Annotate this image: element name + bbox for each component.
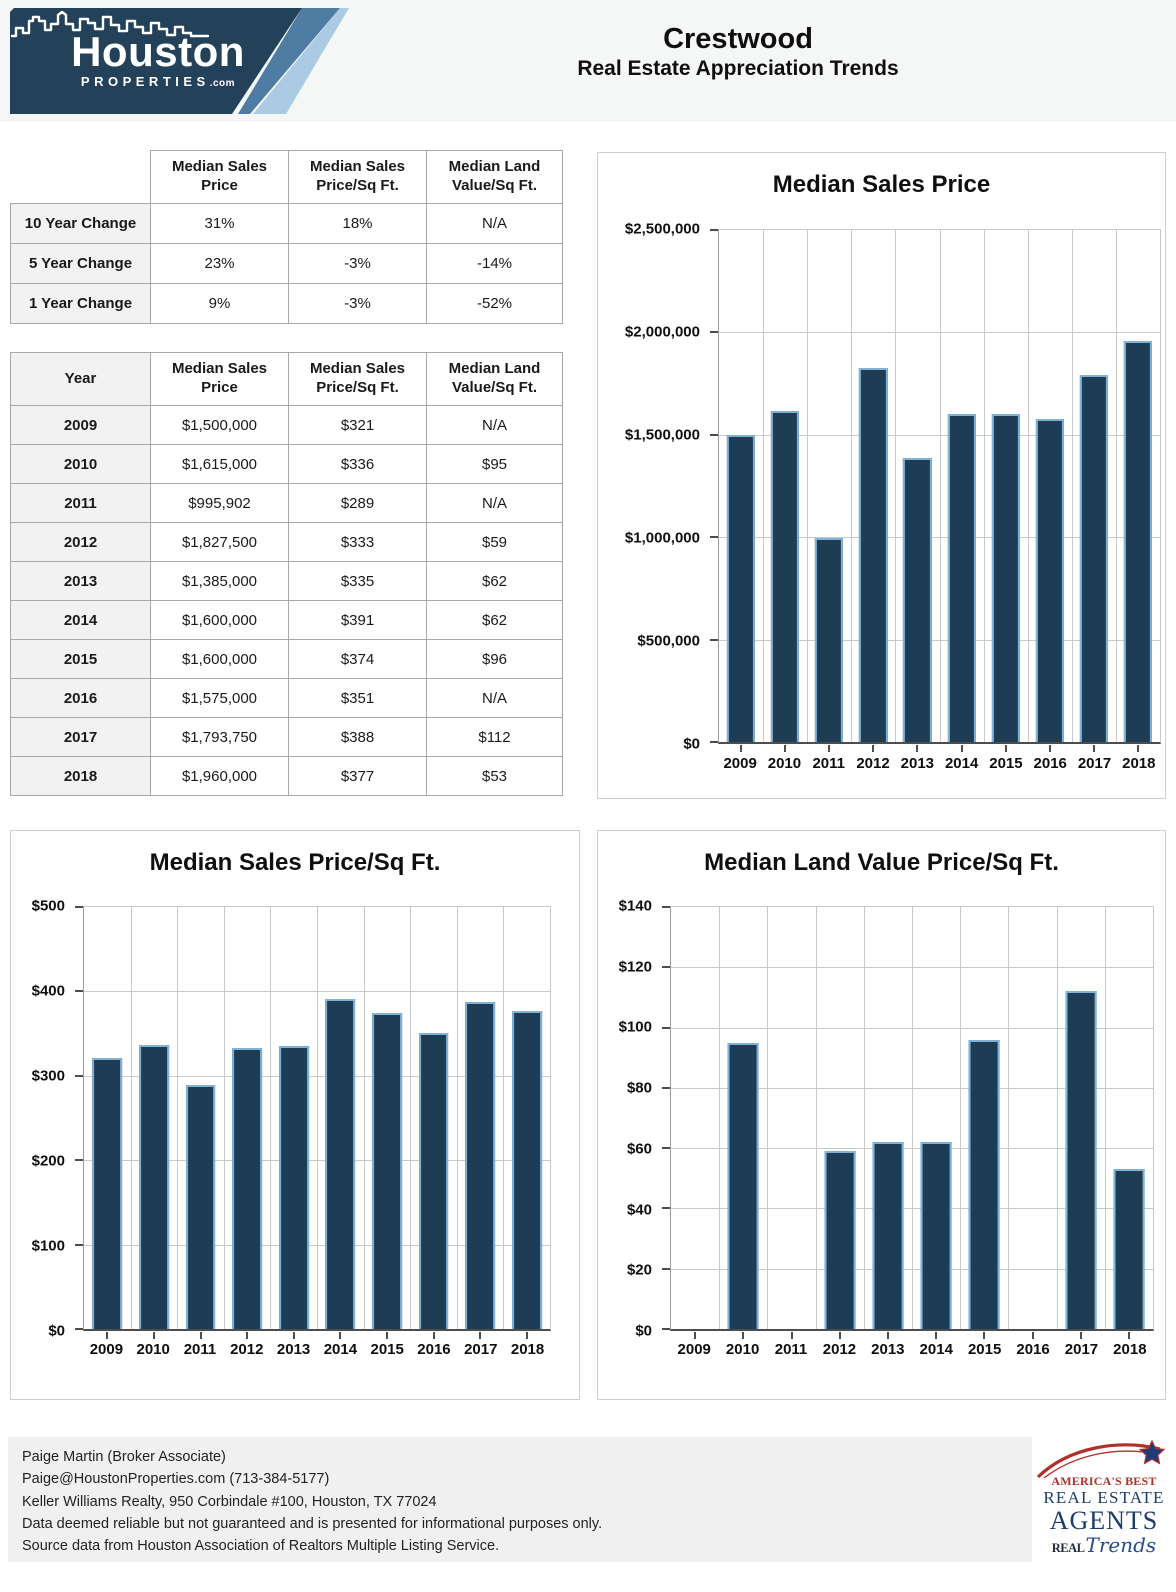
footer-line: Source data from Houston Association of Realtors Multiple Listing Service. xyxy=(22,1538,500,1555)
bar-2013 xyxy=(903,458,931,742)
gridline-vertical xyxy=(1057,907,1058,1329)
table-cell: $391 xyxy=(289,601,427,640)
gridline-vertical xyxy=(719,907,720,1329)
footer-line: Paige Martin (Broker Associate) xyxy=(22,1449,226,1465)
x-tick-mark xyxy=(791,1332,793,1339)
gridline-vertical xyxy=(940,230,941,742)
table-row xyxy=(11,284,563,324)
x-axis-label: 2014 xyxy=(323,1341,358,1358)
y-tick-label: $100 xyxy=(618,1018,652,1036)
x-axis-label: 2011 xyxy=(774,1341,808,1358)
y-axis xyxy=(598,897,658,1340)
gridline-vertical xyxy=(410,907,411,1329)
row-label: 2015 xyxy=(11,640,151,679)
gridline-vertical xyxy=(763,230,764,742)
gridline-vertical xyxy=(807,230,808,742)
y-tick-mark xyxy=(662,1207,670,1209)
table-cell: $112 xyxy=(427,718,563,757)
table-cell: N/A xyxy=(427,204,563,244)
table-cell: $335 xyxy=(289,562,427,601)
y-tick-mark xyxy=(662,1268,670,1270)
y-tick-mark xyxy=(75,990,83,992)
table-cell: $995,902 xyxy=(151,484,289,523)
y-tick-mark xyxy=(710,229,718,231)
bar-2012 xyxy=(824,1151,855,1329)
chart-median-sales-price-sqft xyxy=(10,830,580,1400)
award-trends-word: Trends xyxy=(1085,1532,1157,1557)
row-label: 2009 xyxy=(11,406,151,445)
table-cell: 23% xyxy=(151,244,289,284)
footer-band xyxy=(8,1437,1032,1562)
gridline-vertical xyxy=(503,907,504,1329)
gridline-vertical xyxy=(1028,230,1029,742)
table-head xyxy=(11,353,563,406)
row-label: 10 Year Change xyxy=(11,204,151,244)
table-cell: 18% xyxy=(289,204,427,244)
chart-median-sales-price xyxy=(597,152,1166,799)
page-subtitle: Real Estate Appreciation Trends xyxy=(577,56,899,80)
americas-best-award-logo xyxy=(1032,1437,1176,1562)
y-tick-mark xyxy=(662,906,670,908)
gridline-vertical xyxy=(224,907,225,1329)
bar-2011 xyxy=(186,1085,216,1329)
bar-2017 xyxy=(465,1002,495,1329)
x-axis-label: 2009 xyxy=(89,1341,124,1358)
table-cell: $62 xyxy=(427,562,563,601)
table-cell: 9% xyxy=(151,284,289,324)
column-header: Median Sales Price xyxy=(151,151,289,204)
x-axis-label: 2015 xyxy=(370,1341,404,1358)
bar-2009 xyxy=(92,1058,122,1329)
y-tick-label: $80 xyxy=(626,1079,652,1097)
table-cell: $388 xyxy=(289,718,427,757)
x-tick-mark xyxy=(887,1332,889,1339)
y-tick-mark xyxy=(75,1328,83,1330)
x-tick-mark xyxy=(1128,1332,1130,1339)
plot-area xyxy=(83,906,551,1331)
y-tick-mark xyxy=(662,966,670,968)
y-tick-label: $100 xyxy=(31,1237,65,1255)
gridline-vertical xyxy=(960,907,961,1329)
table-cell: 31% xyxy=(151,204,289,244)
row-label: 2012 xyxy=(11,523,151,562)
row-label: 2017 xyxy=(11,718,151,757)
row-label: 2013 xyxy=(11,562,151,601)
column-header: Median Sales Price/Sq Ft. xyxy=(289,151,427,204)
table-cell: $377 xyxy=(289,757,427,796)
bar-2015 xyxy=(969,1040,1000,1329)
x-tick-mark xyxy=(740,745,742,752)
table-cell: $1,500,000 xyxy=(151,406,289,445)
x-tick-mark xyxy=(339,1332,341,1339)
award-agents-text xyxy=(1032,1505,1176,1535)
x-tick-mark xyxy=(106,1332,108,1339)
bar-2013 xyxy=(872,1142,903,1329)
column-header: Median Land Value/Sq Ft. xyxy=(427,151,563,204)
table-row xyxy=(11,679,563,718)
award-real-estate-text: REAL ESTATE xyxy=(1043,1488,1165,1508)
row-label: 2010 xyxy=(11,445,151,484)
gridline-vertical xyxy=(177,907,178,1329)
gridline-vertical xyxy=(270,907,271,1329)
table-cell: $351 xyxy=(289,679,427,718)
y-tick-label: $140 xyxy=(618,897,652,915)
bar-2010 xyxy=(139,1045,169,1329)
logo-tld-text: .com xyxy=(209,78,236,90)
gridline-vertical xyxy=(912,907,913,1329)
x-axis-label: 2013 xyxy=(871,1341,905,1358)
bar-2009 xyxy=(727,435,755,742)
report-titles xyxy=(310,22,1166,81)
x-tick-mark xyxy=(1137,745,1139,752)
table-row xyxy=(11,718,563,757)
chart-title: Median Land Value Price/Sq Ft. xyxy=(704,849,1059,876)
x-axis-label: 2010 xyxy=(725,1341,760,1358)
y-tick-mark xyxy=(75,1244,83,1246)
table-cell: -14% xyxy=(427,244,563,284)
x-axis-labels xyxy=(83,1341,551,1358)
table-body xyxy=(11,204,563,324)
gridline-vertical xyxy=(864,907,865,1329)
table-cell: $95 xyxy=(427,445,563,484)
x-tick-mark xyxy=(784,745,786,752)
gridline-vertical xyxy=(1072,230,1073,742)
chart-title: Median Sales Price/Sq Ft. xyxy=(149,849,441,876)
footer-line: Paige@HoustonProperties.com (713-384-5177) xyxy=(22,1471,330,1488)
gridline-vertical xyxy=(364,907,365,1329)
y-tick-label: $1,500,000 xyxy=(624,426,700,444)
table-cell: $59 xyxy=(427,523,563,562)
x-tick-mark xyxy=(839,1332,841,1339)
table-row xyxy=(11,523,563,562)
column-header: Median Sales Price/Sq Ft. xyxy=(289,353,427,406)
bar-2016 xyxy=(1036,419,1064,742)
bar-2014 xyxy=(947,414,975,742)
y-tick-label: $2,000,000 xyxy=(624,323,700,341)
x-axis-labels xyxy=(670,1341,1154,1358)
y-tick-label: $20 xyxy=(626,1261,652,1279)
y-tick-label: $200 xyxy=(31,1152,65,1170)
x-axis-label: 2009 xyxy=(677,1341,711,1358)
chart-median-land-value-sqft xyxy=(597,830,1166,1400)
x-tick-mark xyxy=(246,1332,248,1339)
bar-2017 xyxy=(1065,991,1096,1329)
gridline-vertical xyxy=(816,907,817,1329)
header-row xyxy=(11,353,563,406)
table-cell: -52% xyxy=(427,284,563,324)
x-axis-labels xyxy=(718,755,1161,772)
skyline-icon xyxy=(10,8,210,38)
x-axis-label: 2016 xyxy=(417,1341,451,1358)
y-axis xyxy=(11,897,71,1340)
x-tick-mark xyxy=(293,1332,295,1339)
gridline-vertical xyxy=(1008,907,1009,1329)
logo-properties-text: PROPERTIES xyxy=(80,74,210,90)
x-axis-label: 2016 xyxy=(1033,755,1067,772)
table-cell: $1,600,000 xyxy=(151,640,289,679)
header-band xyxy=(0,0,1176,122)
x-axis-label: 2012 xyxy=(822,1341,857,1358)
row-label: 5 Year Change xyxy=(11,244,151,284)
x-tick-mark xyxy=(526,1332,528,1339)
table-cell: $336 xyxy=(289,445,427,484)
x-tick-mark xyxy=(694,1332,696,1339)
row-label: 2018 xyxy=(11,757,151,796)
table-cell: $1,575,000 xyxy=(151,679,289,718)
bar-2017 xyxy=(1080,375,1108,742)
bar-2018 xyxy=(1124,341,1152,742)
x-axis-label: 2013 xyxy=(276,1341,311,1358)
table-cell: -3% xyxy=(289,244,427,284)
y-tick-label: $60 xyxy=(626,1140,652,1158)
x-axis-label: 2010 xyxy=(136,1341,170,1358)
y-tick-mark xyxy=(75,1075,83,1077)
gridline-vertical xyxy=(1105,907,1106,1329)
table-cell: $1,793,750 xyxy=(151,718,289,757)
table-body xyxy=(11,406,563,796)
gridline-vertical xyxy=(895,230,896,742)
x-axis-label: 2012 xyxy=(856,755,890,772)
bar-2015 xyxy=(372,1013,402,1329)
table-cell: N/A xyxy=(427,484,563,523)
y-tick-mark xyxy=(710,331,718,333)
bar-2011 xyxy=(815,538,843,742)
x-axis-label: 2009 xyxy=(723,755,757,772)
x-tick-mark xyxy=(479,1332,481,1339)
award-real-word: REAL xyxy=(1051,1540,1085,1555)
x-axis-label: 2011 xyxy=(183,1341,217,1358)
x-tick-mark xyxy=(386,1332,388,1339)
logo-subtext xyxy=(81,74,235,89)
x-tick-mark xyxy=(1093,745,1095,752)
x-axis-label: 2018 xyxy=(1122,755,1156,772)
x-axis-label: 2017 xyxy=(464,1341,498,1358)
table-cell: $62 xyxy=(427,601,563,640)
x-tick-mark xyxy=(433,1332,435,1339)
gridline-vertical xyxy=(317,907,318,1329)
table-cell: $96 xyxy=(427,640,563,679)
table-row xyxy=(11,601,563,640)
footer-line: Keller Williams Realty, 950 Corbindale #100, Houston, TX 77024 xyxy=(22,1493,437,1510)
y-tick-mark xyxy=(662,1087,670,1089)
row-label: 2016 xyxy=(11,679,151,718)
gridline-vertical xyxy=(1116,230,1117,742)
y-tick-label: $120 xyxy=(618,958,652,976)
x-tick-mark xyxy=(1005,745,1007,752)
plot-area xyxy=(670,906,1154,1331)
corner-header: Year xyxy=(11,353,151,406)
table-cell: $53 xyxy=(427,757,563,796)
x-tick-mark xyxy=(1080,1332,1082,1339)
yearly-values-table xyxy=(10,352,563,796)
table-cell: N/A xyxy=(427,406,563,445)
bar-2014 xyxy=(325,999,355,1329)
y-tick-label: $1,000,000 xyxy=(624,529,700,547)
y-axis xyxy=(598,220,706,753)
x-axis-label: 2017 xyxy=(1064,1341,1099,1358)
bar-2016 xyxy=(419,1033,449,1329)
table-row xyxy=(11,445,563,484)
column-header: Median Sales Price xyxy=(151,353,289,406)
table-row xyxy=(11,244,563,284)
y-tick-label: $0 xyxy=(683,735,700,753)
x-axis-label: 2017 xyxy=(1077,755,1112,772)
x-tick-mark xyxy=(1049,745,1051,752)
table-row xyxy=(11,204,563,244)
x-axis-label: 2018 xyxy=(1113,1341,1147,1358)
x-axis-label: 2010 xyxy=(767,755,802,772)
column-header: Median Land Value/Sq Ft. xyxy=(427,353,563,406)
change-summary-table xyxy=(10,150,563,324)
table-cell: -3% xyxy=(289,284,427,324)
plot-area xyxy=(718,229,1161,744)
table-row xyxy=(11,484,563,523)
x-tick-mark xyxy=(961,745,963,752)
y-tick-mark xyxy=(75,906,83,908)
y-tick-mark xyxy=(662,1328,670,1330)
y-tick-mark xyxy=(662,1027,670,1029)
table-head xyxy=(11,151,563,204)
x-axis-label: 2014 xyxy=(919,1341,953,1358)
bar-2012 xyxy=(859,368,887,742)
y-tick-label: $400 xyxy=(31,982,65,1000)
y-tick-label: $500,000 xyxy=(637,632,700,650)
y-tick-mark xyxy=(710,434,718,436)
y-tick-mark xyxy=(662,1147,670,1149)
y-tick-mark xyxy=(710,536,718,538)
award-star-swoosh-icon xyxy=(1034,1439,1174,1479)
x-axis-label: 2015 xyxy=(989,755,1023,772)
corner-blank-cell xyxy=(11,151,151,204)
bar-2018 xyxy=(512,1011,542,1329)
x-tick-mark xyxy=(1032,1332,1034,1339)
x-tick-mark xyxy=(200,1332,202,1339)
x-tick-mark xyxy=(983,1332,985,1339)
bar-2012 xyxy=(232,1048,262,1329)
table-cell: $1,600,000 xyxy=(151,601,289,640)
bar-2014 xyxy=(921,1142,952,1329)
x-axis-label: 2012 xyxy=(230,1341,264,1358)
award-americas-best-text: AMERICA'S BEST xyxy=(1051,1474,1157,1488)
x-tick-mark xyxy=(828,745,830,752)
y-tick-label: $0 xyxy=(635,1322,652,1340)
y-tick-mark xyxy=(75,1159,83,1161)
table-cell: $289 xyxy=(289,484,427,523)
table-cell: $333 xyxy=(289,523,427,562)
gridline-vertical xyxy=(457,907,458,1329)
table-cell: $321 xyxy=(289,406,427,445)
y-tick-label: $300 xyxy=(31,1067,65,1085)
x-tick-mark xyxy=(153,1332,155,1339)
table-cell: $374 xyxy=(289,640,427,679)
x-axis-label: 2016 xyxy=(1016,1341,1050,1358)
table-cell: $1,960,000 xyxy=(151,757,289,796)
header-row xyxy=(11,151,563,204)
gridline-vertical xyxy=(767,907,768,1329)
row-label: 1 Year Change xyxy=(11,284,151,324)
table-cell: $1,615,000 xyxy=(151,445,289,484)
y-tick-label: $500 xyxy=(31,897,65,915)
y-tick-mark xyxy=(710,741,718,743)
x-axis-label: 2011 xyxy=(812,755,846,772)
y-tick-label: $2,500,000 xyxy=(624,220,700,238)
award-agents-word: AGENTS xyxy=(1049,1505,1159,1535)
y-tick-mark xyxy=(710,639,718,641)
bar-2013 xyxy=(279,1046,309,1329)
award-realtrends-text xyxy=(1032,1532,1176,1557)
footer-line: Data deemed reliable but not guaranteed and is presented for informational purposes only. xyxy=(22,1515,603,1532)
gridline-vertical xyxy=(851,230,852,742)
table-row xyxy=(11,562,563,601)
row-label: 2014 xyxy=(11,601,151,640)
bar-2010 xyxy=(771,411,799,742)
row-label: 2011 xyxy=(11,484,151,523)
houston-properties-logo xyxy=(10,8,358,114)
gridline-vertical xyxy=(131,907,132,1329)
x-axis-label: 2014 xyxy=(944,755,979,772)
bar-2015 xyxy=(992,414,1020,742)
x-tick-mark xyxy=(916,745,918,752)
footer-contact-block xyxy=(22,1446,1022,1557)
x-tick-mark xyxy=(872,745,874,752)
y-tick-label: $40 xyxy=(626,1201,652,1219)
table-cell: N/A xyxy=(427,679,563,718)
x-axis-label: 2015 xyxy=(967,1341,1002,1358)
x-tick-mark xyxy=(742,1332,744,1339)
table-cell: $1,827,500 xyxy=(151,523,289,562)
y-tick-label: $0 xyxy=(48,1322,65,1340)
gridline-vertical xyxy=(984,230,985,742)
logo-text-block xyxy=(10,8,306,114)
chart-title: Median Sales Price xyxy=(772,171,991,198)
page-title: Crestwood xyxy=(663,23,813,55)
table-row xyxy=(11,406,563,445)
x-tick-mark xyxy=(935,1332,937,1339)
logo-brand-text: Houston xyxy=(71,27,245,75)
x-axis-label: 2013 xyxy=(900,755,935,772)
table-row xyxy=(11,757,563,796)
table-row xyxy=(11,640,563,679)
bar-2018 xyxy=(1113,1169,1144,1329)
table-cell: $1,385,000 xyxy=(151,562,289,601)
x-axis-label: 2018 xyxy=(510,1341,545,1358)
bar-2010 xyxy=(728,1043,759,1329)
